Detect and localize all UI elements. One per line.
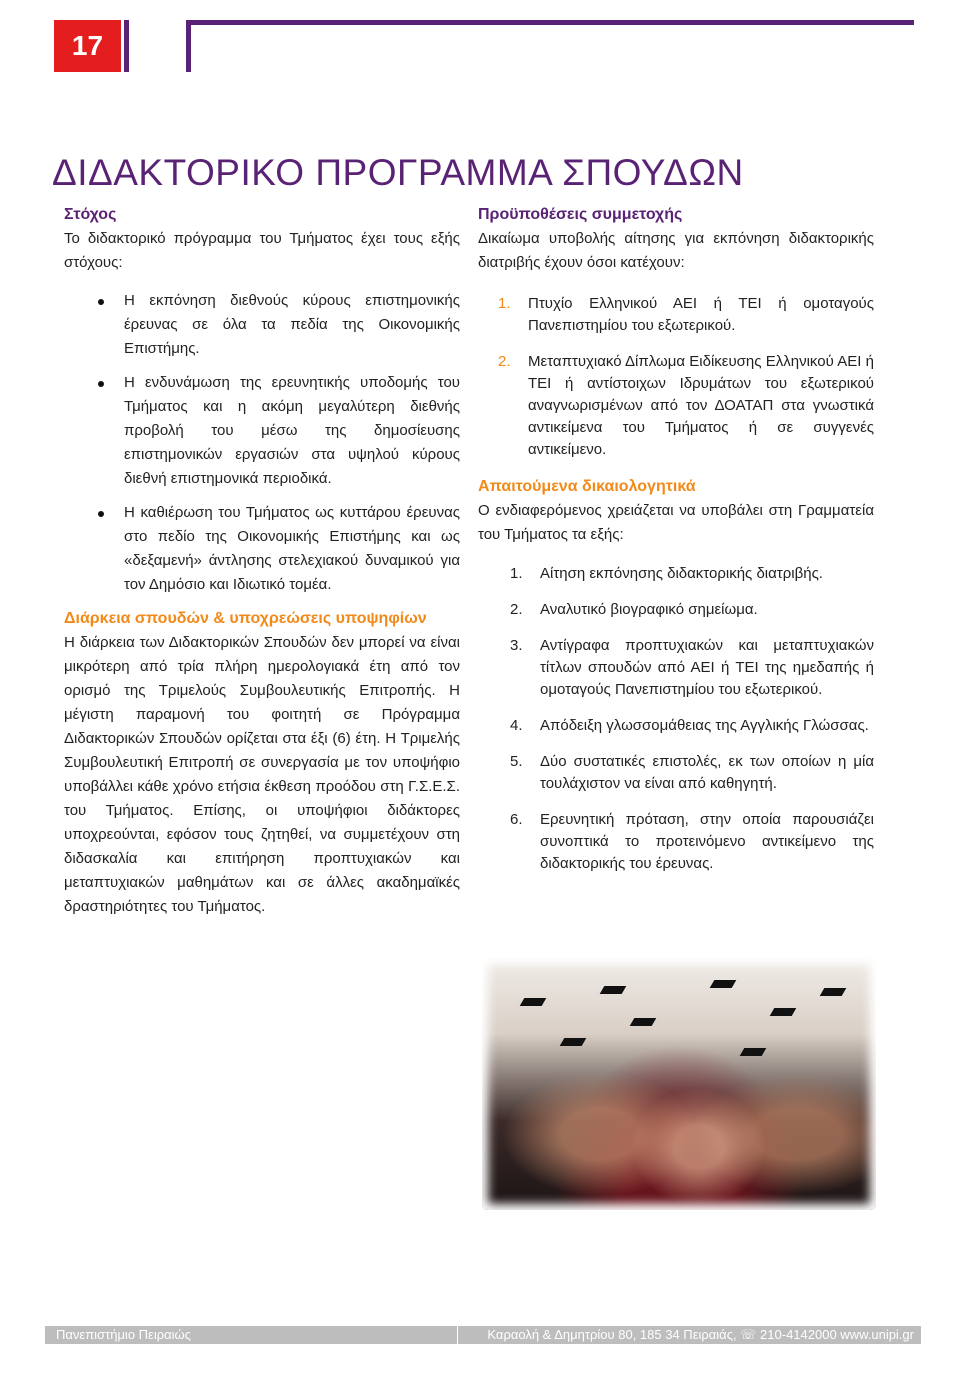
prereq-text: Πτυχίο Ελληνικού ΑΕΙ ή ΤΕΙ ή ομοταγούς Πανεπιστημίου του εξωτερικού. <box>528 295 874 334</box>
graduation-photo <box>482 958 876 1210</box>
docs-heading: Απαιτούμενα δικαιολογητικά <box>478 478 696 495</box>
doc-text: Αντίγραφα προπτυχιακών και μεταπτυχιακών τίτλων σπουδών από ΑΕΙ ή ΤΕΙ της ημεδαπής ή ομοταγούς Πανεπιστημίου του εξωτερικού. <box>540 637 874 698</box>
page-footer <box>45 1326 921 1344</box>
doc-text: Αναλυτικό βιογραφικό σημείωμα. <box>540 601 758 618</box>
doc-number: 4. <box>510 717 523 734</box>
header-divider-right <box>186 20 191 72</box>
prereq-number: 1. <box>498 295 511 312</box>
goals-list <box>64 289 460 597</box>
goal-heading: Στόχος <box>64 206 117 223</box>
left-column <box>64 203 460 919</box>
doc-item <box>478 715 874 737</box>
docs-intro: Ο ενδιαφερόμενος χρειάζεται να υποβάλει στη Γραμματεία του Τμήματος τα εξής: <box>478 502 874 543</box>
prereq-number: 2. <box>498 353 511 370</box>
doc-text: Απόδειξη γλωσσομάθειας της Αγγλικής Γλώσσας. <box>540 717 869 734</box>
header-divider-left <box>124 20 129 72</box>
doc-text: Ερευνητική πρόταση, στην οποία παρουσιάζει συνοπτικά το προτεινόμενο αντικείμενο της διδακτορικής του έρευνας. <box>540 811 874 872</box>
prereq-text: Μεταπτυχιακό Δίπλωμα Ειδίκευσης Ελληνικού ΑΕΙ ή ΤΕΙ ή αντίστοιχων Ιδρυμάτων του εξωτερικού αναγνωρισμένων από τον ΔΟΑΤΑΠ στα γνωστικά αντικείμενα του Τμήματος ή σε συγγενές αντικείμενο. <box>528 353 874 458</box>
docs-list <box>478 563 874 875</box>
goal-item: Η καθιέρωση του Τμήματος ως κυττάρου έρευνας στο πεδίο της Οικονομικής Επιστήμης και ως «δεξαμενή» άντλησης στελεχιακού δυναμικού για τον Δημόσιο και Ιδιωτικό τομέα. <box>64 501 460 597</box>
page-title: ΔΙΔΑΚΤΟΡΙΚΟ ΠΡΟΓΡΑΜΜΑ ΣΠΟΥΔΩΝ <box>52 152 744 193</box>
duration-heading: Διάρκεια σπουδών & υποχρεώσεις υποψηφίων <box>64 610 427 627</box>
page-number: 17 <box>54 20 121 72</box>
prereq-item <box>478 293 874 337</box>
goal-intro: Το διδακτορικό πρόγραμμα του Τμήματος έχει τους εξής στόχους: <box>64 230 460 271</box>
doc-number: 6. <box>510 811 523 828</box>
doc-item <box>478 751 874 795</box>
right-column <box>478 203 874 875</box>
doc-item <box>478 599 874 621</box>
duration-text: Η διάρκεια των Διδακτορικών Σπουδών δεν μπορεί να είναι μικρότερη από τρία πλήρη ημερολογιακά έτη από τον ορισμό της Τριμελούς Συμβουλευτικής Επιτροπής. Η μέγιστη παραμονή του φοιτητή σε Πρόγραμμα Διδακτορικών Σπουδών ορίζεται στα έξι (6) έτη. Η Τριμελής Συμβουλευτική Επιτροπή σε συνεργασία με τον υποψήφιο υποβάλλει κάθε χρόνο ετήσια έκθεση προόδου στη Γ.Σ.Ε.Σ. του Τμήματος. Επίσης, οι υποψήφιοι διδάκτορες υποχρεούνται, εφόσον τους ζητηθεί, να συμμετέχουν στη διδασκαλία και επιτήρηση προπτυχιακών και μεταπτυχιακών μαθημάτων και σε άλλες ακαδημαϊκές δραστηριότητες του Τμήματος. <box>64 634 460 915</box>
footer-divider <box>457 1326 458 1344</box>
prereq-heading: Προϋποθέσεις συμμετοχής <box>478 206 683 223</box>
footer-address: Καραολή & Δημητρίου 80, 185 34 Πειραιάς, ☏ 210-4142000 www.unipi.gr <box>487 1327 914 1342</box>
doc-text: Δύο συστατικές επιστολές, εκ των οποίων η μία τουλάχιστον να είναι από καθηγητή. <box>540 753 874 792</box>
prereq-item <box>478 351 874 461</box>
doc-number: 5. <box>510 753 523 770</box>
doc-item <box>478 635 874 701</box>
doc-number: 1. <box>510 565 523 582</box>
prereq-intro: Δικαίωμα υποβολής αίτησης για εκπόνηση διδακτορικής διατριβής έχουν όσοι κατέχουν: <box>478 230 874 271</box>
graduation-caps <box>482 958 876 1210</box>
doc-number: 2. <box>510 601 523 618</box>
doc-text: Αίτηση εκπόνησης διδακτορικής διατριβής. <box>540 565 823 582</box>
prereq-list <box>478 293 874 461</box>
header-rule <box>186 20 914 25</box>
doc-item <box>478 809 874 875</box>
goal-item: Η ενδυνάμωση της ερευνητικής υποδομής του Τμήματος και η ακόμη μεγαλύτερη διεθνής προβολή του μέσω της δημοσίευσης επιστημονικών εργασιών στα υψηλού κύρους διεθνή επιστημονικά περιοδικά. <box>64 371 460 491</box>
goal-item: Η εκπόνηση διεθνούς κύρους επιστημονικής έρευνας σε όλα τα πεδία της Οικονομικής Επιστήμης. <box>64 289 460 361</box>
doc-item <box>478 563 874 585</box>
footer-university: Πανεπιστήμιο Πειραιώς <box>56 1327 191 1342</box>
doc-number: 3. <box>510 637 523 654</box>
